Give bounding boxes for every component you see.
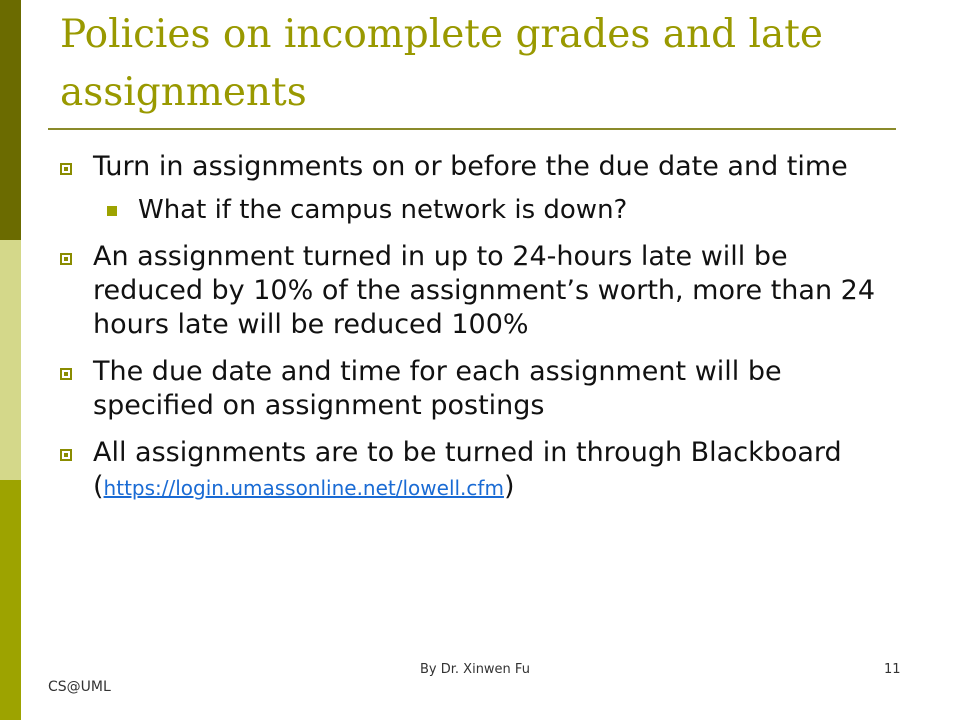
slide-title: Policies on incomplete grades and late assignments <box>60 12 823 115</box>
bullet-text: The due date and time for each assignment will be specified on assignment postings <box>93 356 782 421</box>
bullet-item <box>60 355 900 423</box>
square-bullet-icon <box>60 253 72 265</box>
bullet-item <box>60 436 900 505</box>
square-bullet-icon <box>60 368 72 380</box>
bullet-item <box>60 150 900 184</box>
square-bullet-icon <box>60 449 72 461</box>
slide-number: 11 <box>884 662 901 677</box>
sub-bullet-item <box>60 193 900 227</box>
footer-author: By Dr. Xinwen Fu <box>420 662 530 677</box>
bullet-text: An assignment turned in up to 24-hours late will be reduced by 10% of the assignment’s worth, more than 24 hours late will be reduced 100% <box>93 241 875 340</box>
sidebar-band-middle <box>0 240 21 480</box>
bullet-text: Turn in assignments on or before the due date and time <box>93 151 848 182</box>
square-bullet-icon <box>60 163 72 175</box>
blackboard-link[interactable]: https://login.umassonline.net/lowell.cfm <box>103 476 504 500</box>
title-divider <box>48 128 896 130</box>
sidebar-band-top <box>0 0 21 240</box>
bullet-text-end: ) <box>503 471 515 502</box>
bullet-text: All assignments are to be turned in through Blackboard ( <box>93 437 842 502</box>
bullet-item <box>60 240 900 342</box>
filled-square-bullet-icon <box>107 206 117 216</box>
sub-bullet-text: What if the campus network is down? <box>138 195 628 225</box>
sidebar-band-bottom <box>0 480 21 720</box>
footer-course: CS@UML <box>48 679 111 695</box>
slide-content <box>60 150 900 518</box>
